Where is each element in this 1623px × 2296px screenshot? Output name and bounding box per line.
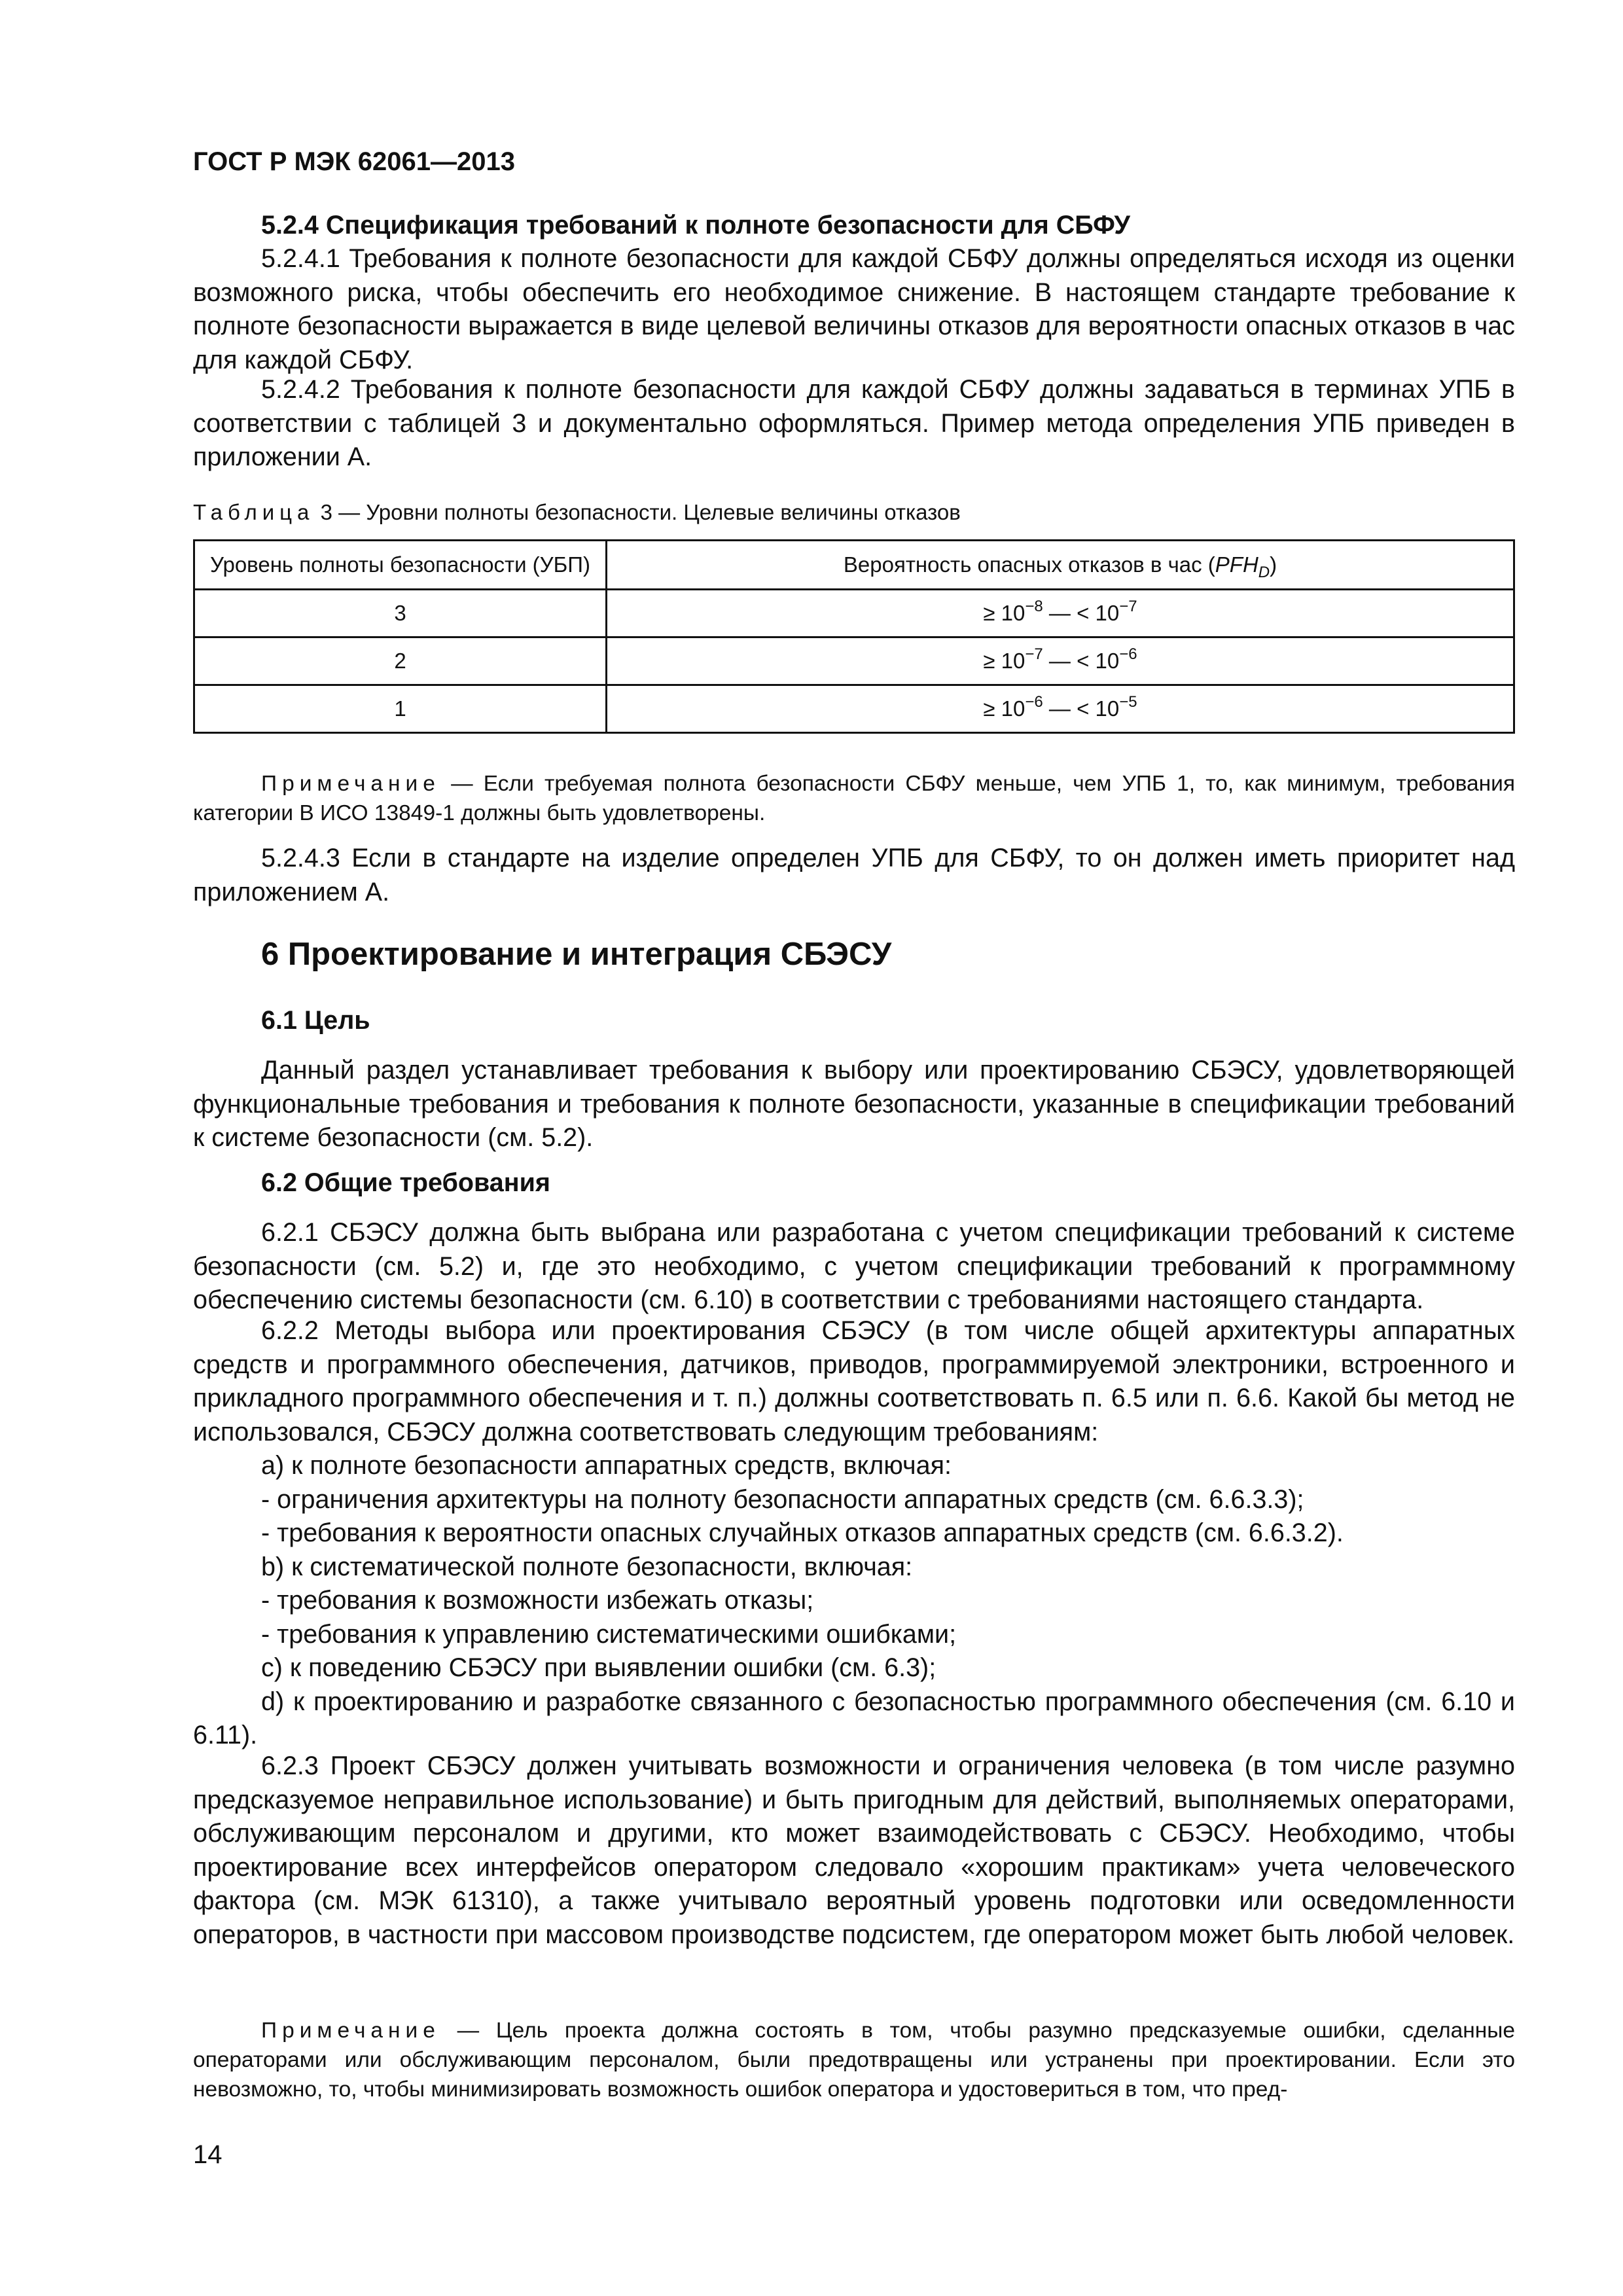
section-6-heading: 6 Проектирование и интеграция СБЭСУ (261, 937, 892, 972)
document-page (193, 0, 1515, 2296)
paragraph-6-2-3-text: 6.2.3 Проект СБЭСУ должен учитывать возможности и ограничения человека (в том числе разумно предсказуемое неправильное использование) и быть пригодным для действий, выполняемых операторами, обслуживающим персоналом и другими, кто может взаимодействовать с СБЭСУ. Необходимо, чтобы проектирование всех интерфейсов оператором следовало «хорошим практикам» учета человеческого фактора (см. МЭК 61310), а также учитывало вероятный уровень подготовки или осведомленности операторов, в частности при массовом производстве подсистем, где оператором может быть любой человек. (193, 1751, 1515, 1949)
table-header-probability (607, 541, 1514, 590)
value-exp: −5 (1119, 693, 1137, 711)
table-3-caption-label: Таблица (193, 500, 315, 524)
paragraph-5-2-4-2 (193, 373, 1515, 475)
value-base: ≥ 10 (983, 649, 1026, 673)
value-exp: −7 (1119, 598, 1137, 615)
header-prefix: Вероятность опасных отказов в час ( (843, 552, 1215, 577)
paragraph-6-2-2-text: 6.2.2 Методы выбора или проектирования СБЭСУ (в том числе общей архитектуры аппаратных средств и программного обеспечения, датчиков, приводов, программируемой электроники, встроенного и прикладного программного обеспечения и т. п.) должны соответствовать п. 6.5 или п. 6.6. Какой бы метод не использовался, СБЭСУ должна соответствовать следующим требованиям: (193, 1316, 1515, 1446)
paragraph-5-2-4-2-text: 5.2.4.2 Требования к полноте безопасности для каждой СБФУ должны задаваться в терминах УПБ в соответствии с таблицей 3 и документально оформляться. Пример метода определения УПБ приведен в приложении А. (193, 375, 1515, 471)
table-cell-probability (607, 637, 1514, 685)
list-item: - требования к управлению систематическими ошибками; (261, 1619, 957, 1649)
table-row (194, 590, 1514, 637)
value-exp: −6 (1119, 645, 1137, 663)
value-mid: — < 10 (1043, 649, 1120, 673)
paragraph-5-2-4-1-text: 5.2.4.1 Требования к полноте безопасности для каждой СБФУ должны определяться исходя из оценки возможного риска, чтобы обеспечить его необходимое снижение. В настоящем стандарте требование к полноте безопасности выражается в виде целевой величины отказов для вероятности опасных отказов в час для каждой СБФУ. (193, 244, 1515, 374)
table-cell-level: 3 (194, 590, 607, 637)
value-mid: — < 10 (1043, 601, 1120, 625)
value-exp: −7 (1025, 645, 1043, 663)
table-cell-level: 2 (194, 637, 607, 685)
value-mid: — < 10 (1043, 696, 1120, 721)
section-6-2-heading: 6.2 Общие требования (261, 1168, 550, 1197)
header-sub: D (1258, 564, 1270, 581)
page-number: 14 (193, 2140, 223, 2169)
paragraph-6-1 (193, 1054, 1515, 1155)
table-header-level: Уровень полноты безопасности (УБП) (194, 541, 607, 590)
list-item-d: d) к проектированию и разработке связанного с безопасностью программного обеспечения (см. 6.10 и 6.11). (193, 1687, 1515, 1749)
paragraph-6-2-3 (193, 1749, 1515, 1952)
list-item: - требования к возможности избежать отказы; (261, 1586, 814, 1615)
paragraph-6-2-1-text: 6.2.1 СБЭСУ должна быть выбрана или разработана с учетом спецификации требований к системе безопасности (см. 5.2) и, где это необходимо, с учетом спецификации требований к программному обеспечению системы безопасности (см. 6.10) в соответствии с требованиями настоящего стандарта. (193, 1218, 1515, 1314)
paragraph-6-2-2 (193, 1314, 1515, 1449)
table-cell-probability (607, 685, 1514, 733)
value-exp: −8 (1025, 598, 1043, 615)
list-item: а) к полноте безопасности аппаратных средств, включая: (261, 1451, 952, 1480)
section-6-1-heading: 6.1 Цель (261, 1006, 370, 1035)
table-header-row (194, 541, 1514, 590)
list-item: c) к поведению СБЭСУ при выявлении ошибки (см. 6.3); (261, 1653, 936, 1682)
paragraph-5-2-4-3 (193, 842, 1515, 909)
document-header: ГОСТ Р МЭК 62061—2013 (193, 147, 516, 176)
note-1-label: Примечание (261, 772, 440, 796)
value-base: ≥ 10 (983, 696, 1026, 721)
table-3 (193, 539, 1515, 734)
table-3-caption-text: 3 — Уровни полноты безопасности. Целевые величины отказов (320, 500, 961, 524)
paragraph-5-2-4-1 (193, 242, 1515, 377)
requirements-list (193, 1449, 1515, 1753)
paragraph-6-1-text: Данный раздел устанавливает требования к выбору или проектированию СБЭСУ, удовлетворяющей функциональные требования и требования к полноте безопасности, указанные в спецификации требований к системе безопасности (см. 5.2). (193, 1056, 1515, 1152)
header-suffix: ) (1270, 552, 1277, 577)
section-5-2-4-title: 5.2.4 Спецификация требований к полноте безопасности для СБФУ (261, 211, 1130, 240)
table-row (194, 685, 1514, 733)
paragraph-6-2-1 (193, 1216, 1515, 1318)
value-base: ≥ 10 (983, 601, 1026, 625)
note-2 (193, 2016, 1515, 2104)
note-2-label: Примечание (261, 2018, 440, 2043)
list-item: b) к систематической полноте безопасности, включая: (261, 1552, 913, 1581)
table-cell-level: 1 (194, 685, 607, 733)
note-2-text: — Цель проекта должна состоять в том, чтобы разумно предсказуемые ошибки, сделанные операторами или обслуживающим персоналом, были предотвращены или устранены при проектировании. Если это невозможно, то, чтобы минимизировать возможность ошибок оператора и удостовериться в том, что пред- (193, 2018, 1515, 2102)
table-row (194, 637, 1514, 685)
list-item: - требования к вероятности опасных случайных отказов аппаратных средств (см. 6.6.3.2). (261, 1518, 1344, 1547)
paragraph-5-2-4-3-text: 5.2.4.3 Если в стандарте на изделие определен УПБ для СБФУ, то он должен иметь приоритет над приложением А. (193, 844, 1515, 906)
list-item: - ограничения архитектуры на полноту безопасности аппаратных средств (см. 6.6.3.3); (261, 1484, 1304, 1514)
value-exp: −6 (1025, 693, 1043, 711)
header-var: PFH (1215, 552, 1258, 577)
note-1 (193, 769, 1515, 828)
table-3-caption (193, 500, 1515, 525)
table-cell-probability (607, 590, 1514, 637)
note-1-text: — Если требуемая полнота безопасности СБФУ меньше, чем УПБ 1, то, как минимум, требования категории В ИСО 13849-1 должны быть удовлетворены. (193, 772, 1515, 825)
